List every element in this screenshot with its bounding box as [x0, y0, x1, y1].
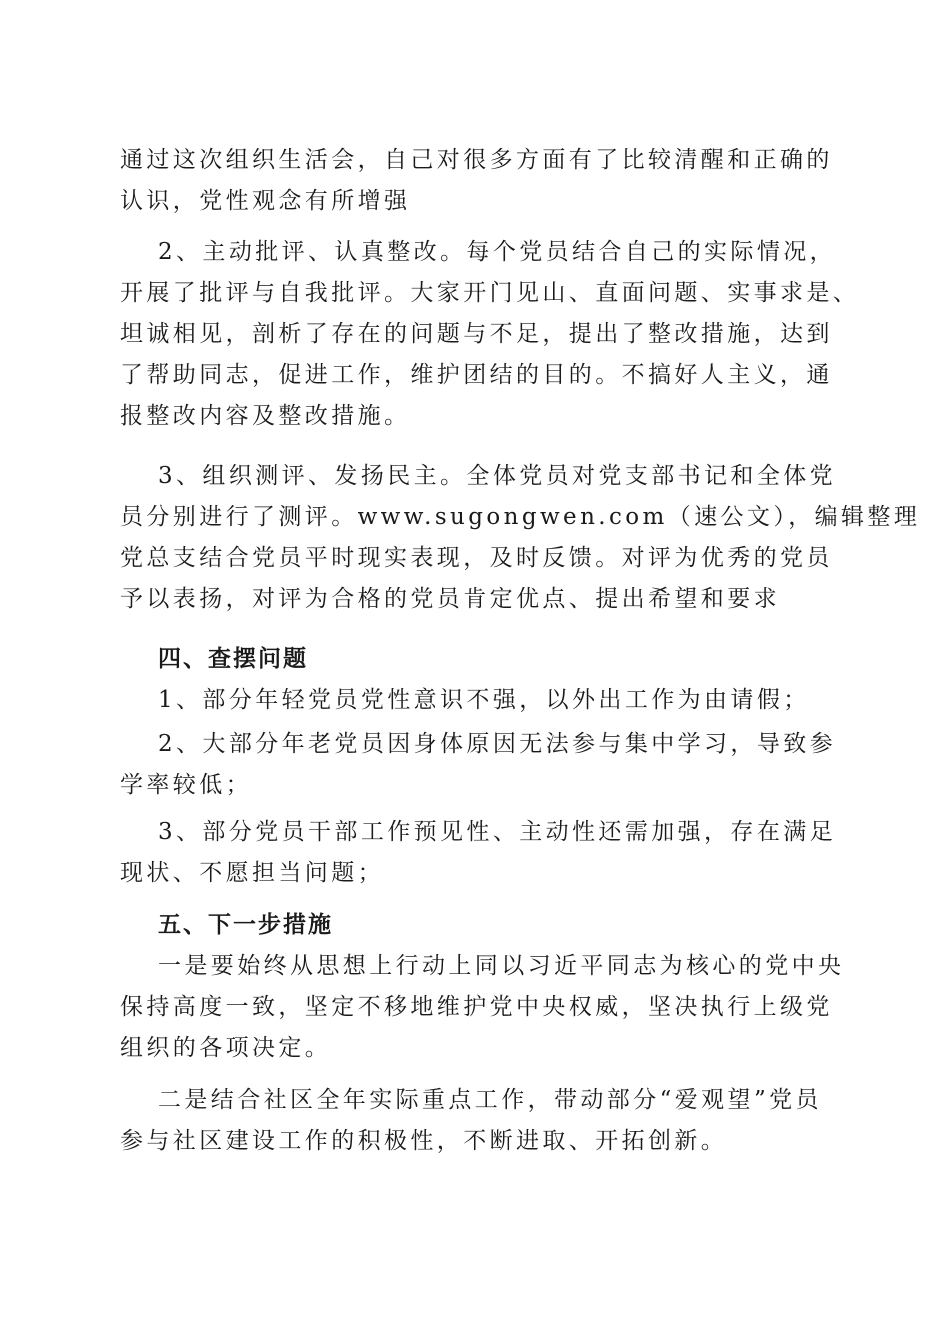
text-line: 保持高度一致，坚定不移地维护党中央权威，坚决执行上级党	[120, 994, 833, 1020]
section-heading-problems: 四、查摆问题	[158, 646, 308, 672]
text-line: 学率较低；	[120, 772, 252, 798]
paragraph-criticism	[120, 232, 860, 437]
text-line: 一是要始终从思想上行动上同以习近平同志为核心的党中央	[158, 953, 845, 979]
paragraph-problem-1	[120, 680, 830, 721]
text-line: 二是结合社区全年实际重点工作，带动部分“爱观望”党员	[158, 1087, 822, 1113]
paragraph-self-awareness	[120, 140, 833, 222]
text-line: 参与社区建设工作的积极性，不断进取、开拓创新。	[120, 1128, 728, 1154]
text-line: 3、部分党员干部工作预见性、主动性还需加强，存在满足	[158, 819, 837, 845]
paragraph-measure-2	[120, 1080, 830, 1162]
text-line: 通过这次组织生活会，自己对很多方面有了比较清醒和正确的	[120, 147, 833, 173]
section-heading-next-steps: 五、下一步措施	[158, 912, 333, 938]
text-line: 员分别进行了测评。www.sugongwen.com（速公文），编辑整理	[120, 504, 921, 530]
text-line: 2、大部分年老党员因身体原因无法参与集中学习，导致参	[158, 731, 837, 757]
paragraph-measure-1	[120, 946, 845, 1069]
text-line: 了帮助同志，促进工作，维护团结的目的。不搞好人主义，通	[120, 362, 833, 388]
paragraph-problem-2	[120, 724, 837, 806]
text-line: 1、部分年轻党员党性意识不强，以外出工作为由请假；	[158, 687, 810, 713]
text-line: 党总支结合党员平时现实表现，及时反馈。对评为优秀的党员	[120, 545, 833, 571]
text-line: 2、主动批评、认真整改。每个党员结合自己的实际情况，	[158, 239, 837, 265]
paragraph-problem-3	[120, 812, 837, 894]
text-line: 报整改内容及整改措施。	[120, 403, 411, 429]
text-line: 组织的各项决定。	[120, 1035, 332, 1061]
text-line: 开展了批评与自我批评。大家开门见山、直面问题、实事求是、	[120, 280, 860, 306]
paragraph-evaluation	[120, 456, 921, 620]
text-line: 认识，党性观念有所增强	[120, 188, 411, 214]
text-line: 予以表扬，对评为合格的党员肯定优点、提出希望和要求	[120, 586, 780, 612]
text-line: 现状、不愿担当问题；	[120, 860, 384, 886]
text-line: 坦诚相见，剖析了存在的问题与不足，提出了整改措施，达到	[120, 321, 833, 347]
text-line: 3、组织测评、发扬民主。全体党员对党支部书记和全体党	[158, 463, 837, 489]
